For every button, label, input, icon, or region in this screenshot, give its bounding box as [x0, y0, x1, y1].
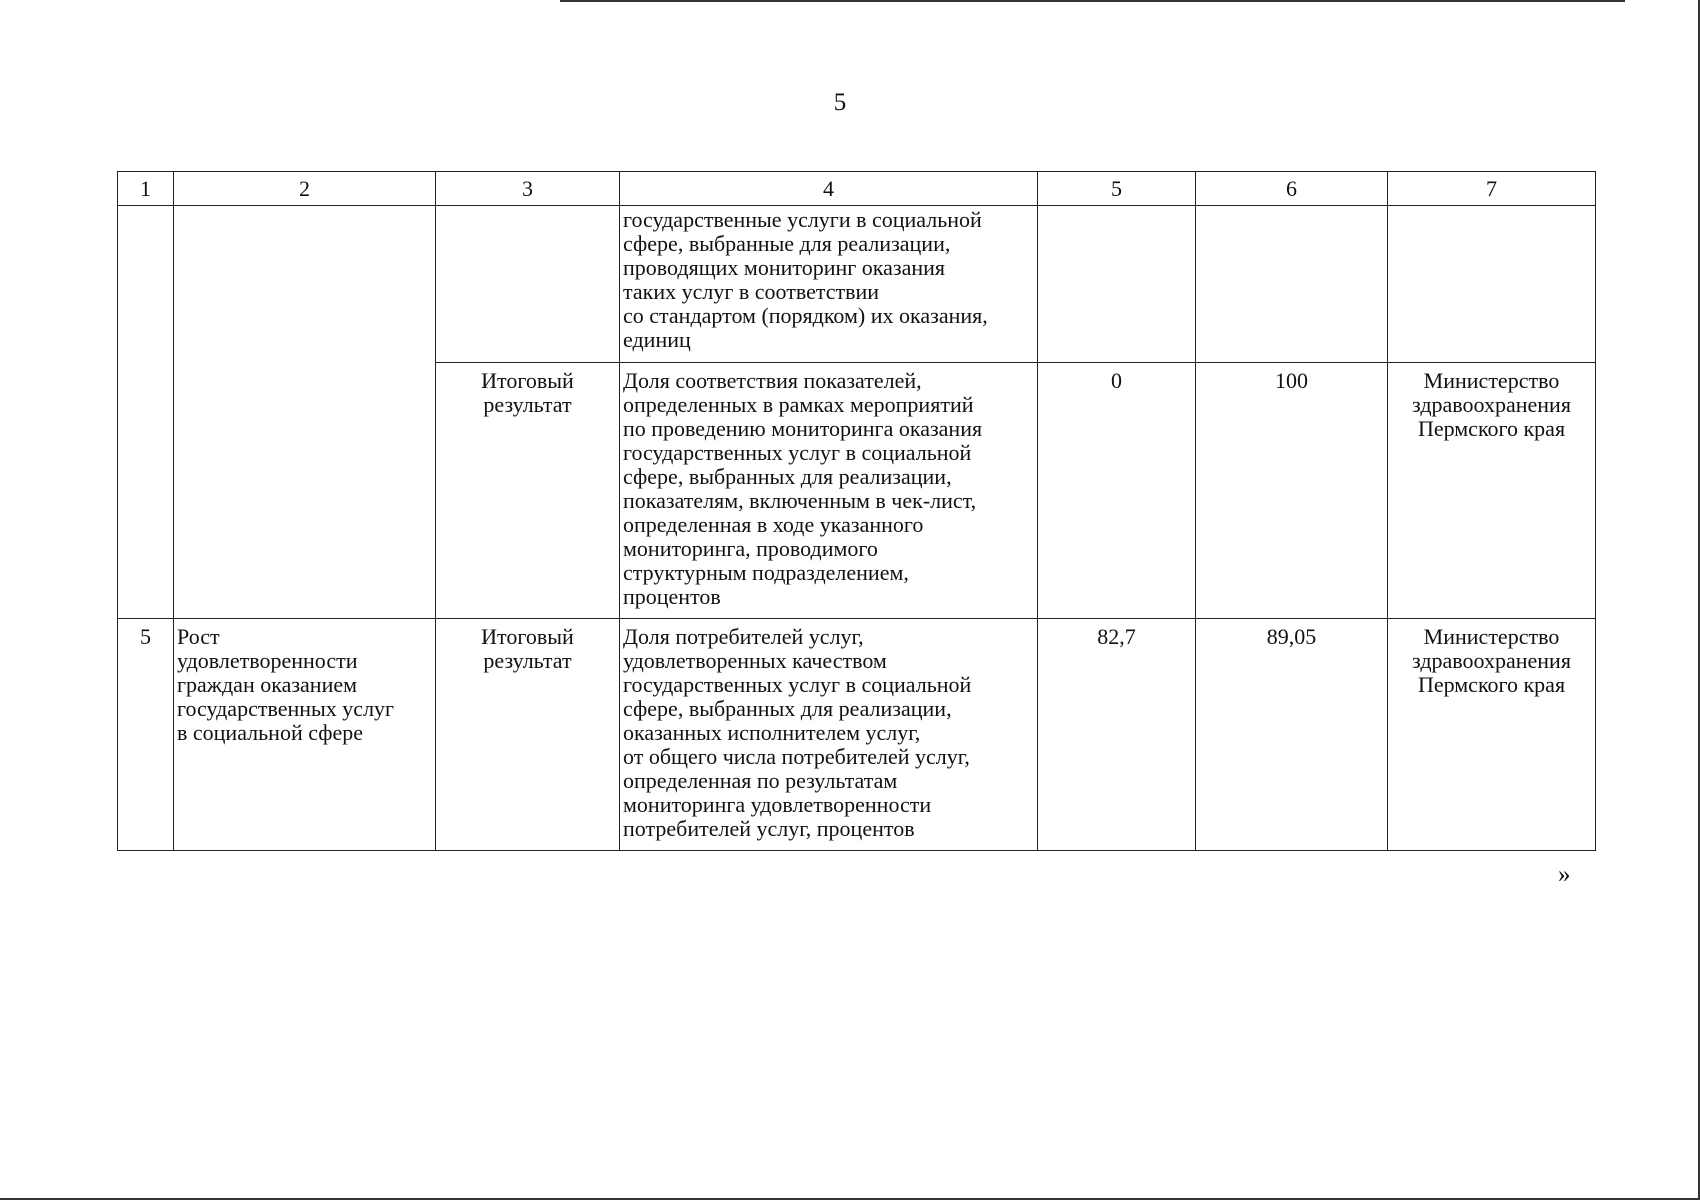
base-value-cell	[1038, 206, 1196, 363]
base-value-cell: 0	[1038, 363, 1196, 619]
goal-cell: Рост удовлетворенности граждан оказанием государственных услуг в социальной сфере	[174, 619, 436, 851]
indicator-cell: Доля потребителей услуг, удовлетворенных качеством государственных услуг в социальной сфере, выбранных для реализации, оказанных исполнителем услуг, от общего числа потребителей услуг, определенная по результатам мониторинга удовлетворенности потребителей услуг, процентов	[620, 619, 1038, 851]
page-number: 5	[833, 89, 847, 116]
column-header: 7	[1388, 172, 1596, 206]
responsible-cell: Министерство здравоохранения Пермского края	[1388, 363, 1596, 619]
result-type-cell: Итоговый результат	[436, 363, 620, 619]
responsible-cell: Министерство здравоохранения Пермского края	[1388, 619, 1596, 851]
column-header: 1	[118, 172, 174, 206]
row-number-cell: 5	[118, 619, 174, 851]
indicators-table	[117, 171, 1596, 851]
column-header: 3	[436, 172, 620, 206]
responsible-cell	[1388, 206, 1596, 363]
target-value-cell: 100	[1196, 363, 1388, 619]
indicator-cell: государственные услуги в социальной сфере, выбранные для реализации, проводящих мониторинг оказания таких услуг в соответствии со стандартом (порядком) их оказания, единиц	[620, 206, 1038, 363]
result-type-cell	[436, 206, 620, 363]
column-header: 4	[620, 172, 1038, 206]
target-value-cell: 89,05	[1196, 619, 1388, 851]
goal-cell	[174, 206, 436, 619]
scan-top-edge-line	[560, 0, 1625, 2]
base-value-cell: 82,7	[1038, 619, 1196, 851]
target-value-cell	[1196, 206, 1388, 363]
column-header: 6	[1196, 172, 1388, 206]
indicator-cell: Доля соответствия показателей, определенных в рамках мероприятий по проведению мониторинга оказания государственных услуг в социальной сфере, выбранных для реализации, показателям, включенным в чек-лист, определенная в ходе указанного мониторинга, проводимого структурным подразделением, процентов	[620, 363, 1038, 619]
closing-quote: »	[1558, 861, 1571, 888]
table-header-row	[118, 172, 1596, 206]
column-header: 2	[174, 172, 436, 206]
table-row	[118, 206, 1596, 363]
row-number-cell	[118, 206, 174, 619]
table-row	[118, 619, 1596, 851]
result-type-cell: Итоговый результат	[436, 619, 620, 851]
column-header: 5	[1038, 172, 1196, 206]
